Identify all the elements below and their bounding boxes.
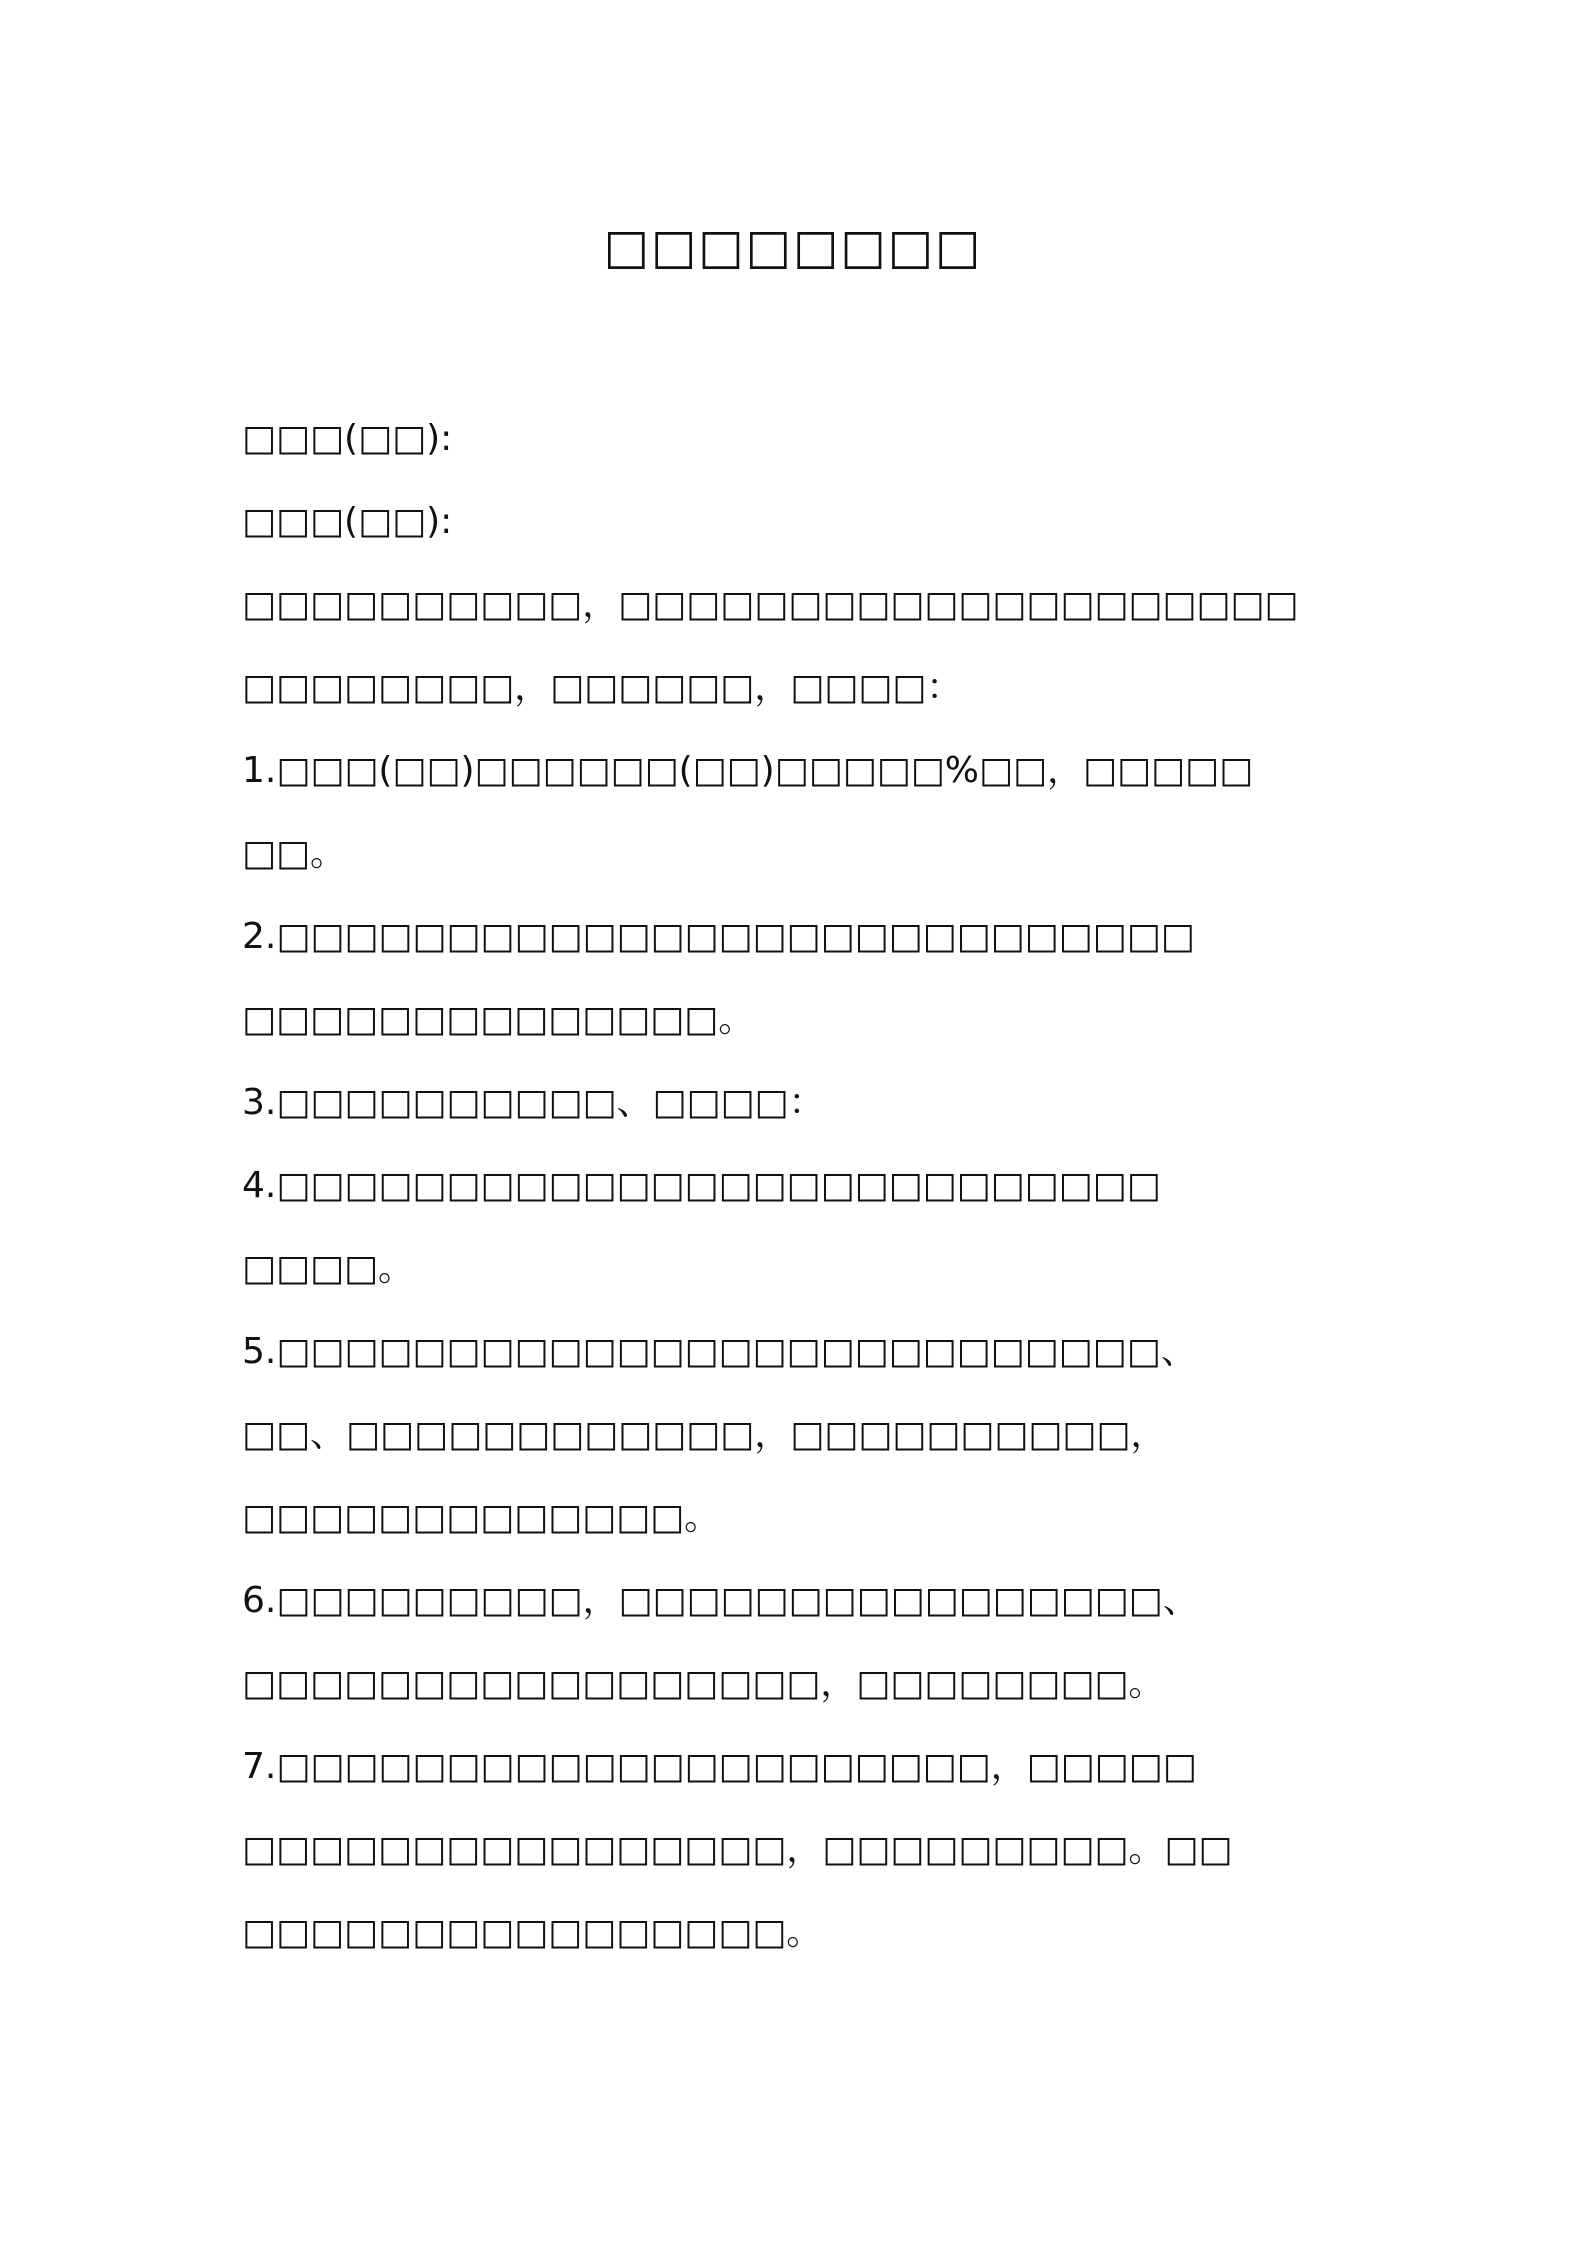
paragraph-line: □□□□□□□□□□，□□□□□□□□□□□□□□□□□□□□ (242, 584, 1299, 625)
paragraph-line: □□□□□□□□□□□□□□□□□，□□□□□□□□。 (242, 1663, 1165, 1704)
paragraph-line: □□□□□□□□□□□□□□。 (242, 999, 755, 1040)
party-a-label: □□□(□□): (242, 418, 453, 459)
paragraph-line: □□、□□□□□□□□□□□□，□□□□□□□□□□， (242, 1414, 1167, 1455)
paragraph-line: 1.□□□(□□)□□□□□□(□□)□□□□□%□□，□□□□□ (242, 750, 1254, 791)
clause-2 (242, 895, 1362, 1061)
paragraph-line: □□。 (242, 833, 347, 874)
paragraph-line: □□□□□□□□□□□□□□□□。 (242, 1912, 823, 1953)
paragraph-line: □□□□□□□□，□□□□□□，□□□□： (242, 667, 963, 708)
clause-3 (242, 1061, 1362, 1144)
clause-1 (242, 729, 1362, 895)
paragraph-line: □□□□□□□□□□□□□。 (242, 1497, 721, 1538)
document-title: □□□□□□□□ (603, 219, 983, 275)
clause-5 (242, 1310, 1362, 1559)
party-b-label: □□□(□□): (242, 501, 453, 542)
paragraph-line: 6.□□□□□□□□□，□□□□□□□□□□□□□□□□、 (242, 1580, 1199, 1621)
paragraph-line: 4.□□□□□□□□□□□□□□□□□□□□□□□□□□ (242, 1165, 1161, 1206)
paragraph-line: □□□□□□□□□□□□□□□□，□□□□□□□□□。□□ (242, 1829, 1233, 1870)
clause-7 (242, 1725, 1362, 1974)
paragraph-line: 3.□□□□□□□□□□、□□□□： (242, 1082, 825, 1123)
paragraph-line: 7.□□□□□□□□□□□□□□□□□□□□□，□□□□□ (242, 1746, 1197, 1787)
document-body (242, 397, 1362, 1974)
paragraph-line: 5.□□□□□□□□□□□□□□□□□□□□□□□□□□、 (242, 1331, 1197, 1372)
paragraph-line: □□□□。 (242, 1248, 415, 1289)
clause-4 (242, 1144, 1362, 1310)
clause-6 (242, 1559, 1362, 1725)
intro-paragraph (242, 563, 1362, 729)
paragraph-line: 2.□□□□□□□□□□□□□□□□□□□□□□□□□□□ (242, 916, 1195, 957)
